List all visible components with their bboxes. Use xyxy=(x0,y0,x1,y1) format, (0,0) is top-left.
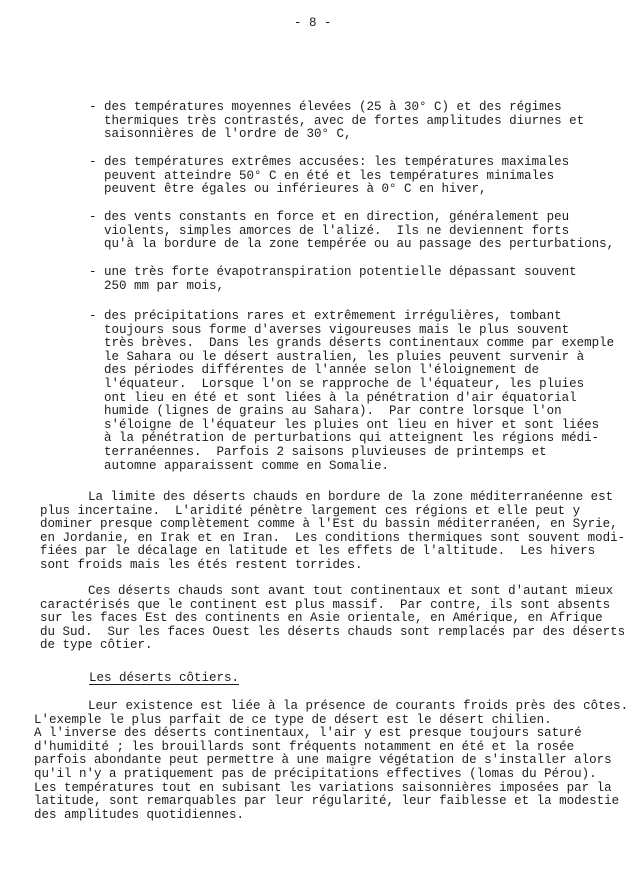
text-line: s'éloigne de l'équateur les pluies ont lieu en hiver et sont liées xyxy=(104,417,600,432)
bullet-dash: - xyxy=(89,309,97,323)
text-line: violents, simples amorces de l'alizé. Ils ne deviennent forts xyxy=(104,223,570,238)
text-line: des vents constants en force et en direction, généralement peu xyxy=(104,210,570,224)
text-line: L'exemple le plus parfait de ce type de désert est le désert chilien. xyxy=(34,712,552,727)
text-line: terranéennes. Parfois 2 saisons pluvieuses de printemps et xyxy=(104,444,547,459)
text-line: qu'à la bordure de la zone tempérée ou au passage des perturbations, xyxy=(104,237,615,252)
text-line: La limite des déserts chauds en bordure de la zone méditerranéenne est xyxy=(88,490,614,504)
text-line: A l'inverse des déserts continentaux, l'air y est presque toujours saturé xyxy=(34,726,582,741)
bullet-item xyxy=(89,155,570,197)
text-line: parfois abondante peut permettre à une maigre végétation de s'installer alors xyxy=(34,753,612,768)
paragraph xyxy=(40,585,625,653)
bullet-dash: - xyxy=(89,100,97,114)
text-line: des amplitudes quotidiennes. xyxy=(34,807,245,822)
bullet-dash: - xyxy=(89,265,97,279)
bullet-dash: - xyxy=(89,155,97,169)
text-line: le Sahara ou le désert australien, les pluies peuvent survenir à xyxy=(104,349,585,364)
text-line: en Jordanie, en Irak et en Iran. Les conditions thermiques sont souvent modi- xyxy=(40,530,626,545)
text-line: des précipitations rares et extrêmement irrégulières, tombant xyxy=(104,309,562,323)
text-line: qu'il n'y a pratiquement pas de précipitations effectives (lomas du Pérou). xyxy=(34,766,597,781)
text-line: 250 mm par mois, xyxy=(104,278,225,293)
text-line: d'humidité ; les brouillards sont fréquents notamment en été et la rosée xyxy=(34,739,575,754)
bullet-item xyxy=(89,100,585,142)
text-line: des températures moyennes élevées (25 à 30° C) et des régimes xyxy=(104,100,562,114)
text-line: à la pénétration de perturbations qui atteignent les régions médi- xyxy=(104,431,600,446)
text-line: automne apparaissent comme en Somalie. xyxy=(104,458,390,473)
text-line: des périodes différentes de l'année selon l'éloignement de xyxy=(104,363,540,378)
text-line: sur les faces Est des continents en Asie orientale, en Amérique, en Afrique xyxy=(40,611,603,626)
text-line: une très forte évapotranspiration potentielle dépassant souvent xyxy=(104,265,577,279)
text-line: l'équateur. Lorsque l'on se rapproche de l'équateur, les pluies xyxy=(104,376,585,391)
bullet-item xyxy=(89,309,615,473)
text-line: saisonnières de l'ordre de 30° C, xyxy=(104,127,352,142)
text-line: Leur existence est liée à la présence de courants froids près des côtes. xyxy=(88,699,629,713)
text-line: de type côtier. xyxy=(40,638,153,653)
bullet-dash: - xyxy=(89,210,97,224)
text-line: toujours sous forme d'averses vigoureuses mais le plus souvent xyxy=(104,322,570,337)
text-line: humide (lignes de grains au Sahara). Par contre lorsque l'on xyxy=(104,404,562,419)
text-line: Les températures tout en subisant les variations saisonnières imposées par la xyxy=(34,780,612,795)
paragraph xyxy=(40,491,625,573)
text-line: très brèves. Dans les grands déserts continentaux comme par exemple xyxy=(104,336,615,351)
text-line: caractérisés que le continent est plus massif. Par contre, ils sont absents xyxy=(40,597,611,612)
text-line: peuvent être égales ou inférieures à 0° C en hiver, xyxy=(104,182,487,197)
text-line: ont lieu en été et sont liées à la pénétration d'air équatorial xyxy=(104,390,577,405)
text-line: du Sud. Sur les faces Ouest les déserts chauds sont remplacés par des déserts xyxy=(40,624,626,639)
bullet-item xyxy=(89,210,615,252)
bullet-item xyxy=(89,265,577,293)
text-line: plus incertaine. L'aridité pénètre largement ces régions et elle peut y xyxy=(40,503,581,518)
text-line: thermiques très contrastés, avec de fortes amplitudes diurnes et xyxy=(104,113,585,128)
page-number: - 8 - xyxy=(294,16,332,30)
text-line: Ces déserts chauds sont avant tout continentaux et sont d'autant mieux xyxy=(88,584,614,598)
text-line: sont froids mais les étés restent torrides. xyxy=(40,557,363,572)
text-line: dominer presque complètement comme à l'Est du bassin méditerranéen, en Syrie, xyxy=(40,517,618,532)
text-line: fiées par le décalage en latitude et les effets de l'altitude. Les hivers xyxy=(40,544,596,559)
text-line: peuvent atteindre 50° C en été et les températures minimales xyxy=(104,168,555,183)
text-line: latitude, sont remarquables par leur régularité, leur faiblesse et la modestie xyxy=(34,794,620,809)
text-line: des températures extrêmes accusées: les températures maximales xyxy=(104,155,570,169)
section-heading: Les déserts côtiers. xyxy=(89,671,240,685)
paragraph xyxy=(34,700,628,822)
